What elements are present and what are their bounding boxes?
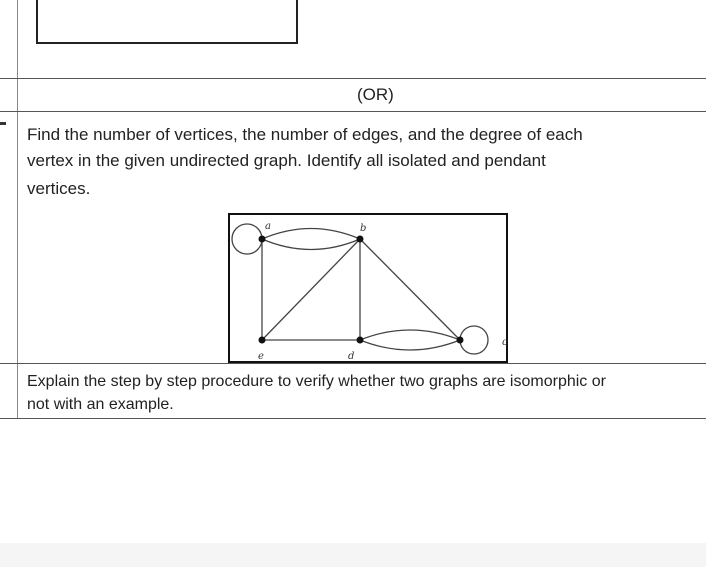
- vertex-label-b: b: [360, 223, 367, 234]
- vertex-label-a: a: [265, 221, 271, 232]
- or-separator: (OR): [357, 85, 394, 104]
- vertex-c: [457, 337, 464, 344]
- vertex-a: [259, 236, 266, 243]
- vertex-label-c: c: [502, 337, 508, 348]
- edge-b-c: [360, 239, 460, 340]
- vertex-d: [357, 337, 364, 344]
- edge-a-b-2: [262, 239, 360, 250]
- edge-d-c-2: [360, 340, 460, 350]
- vertex-e: [259, 337, 266, 344]
- edge-b-e: [262, 239, 360, 340]
- loop-at-c: [460, 326, 488, 354]
- question-line-3: vertices.: [27, 179, 91, 198]
- next-question-line-1: Explain the step by step procedure to verify whether two graphs are isomorphic or: [27, 373, 606, 390]
- vertex-b: [357, 236, 364, 243]
- next-question-line-2: not with an example.: [27, 396, 174, 413]
- footer-strip: [0, 543, 706, 567]
- vertex-label-e: e: [258, 351, 264, 362]
- question-line-1: Find the number of vertices, the number of edges, and the degree of each: [27, 125, 583, 144]
- edge-a-b-1: [262, 229, 360, 240]
- loop-at-a: [232, 224, 262, 254]
- question-line-2: vertex in the given undirected graph. Identify all isolated and pendant: [27, 151, 546, 170]
- edge-d-c-1: [360, 330, 460, 340]
- vertex-label-d: d: [348, 351, 355, 362]
